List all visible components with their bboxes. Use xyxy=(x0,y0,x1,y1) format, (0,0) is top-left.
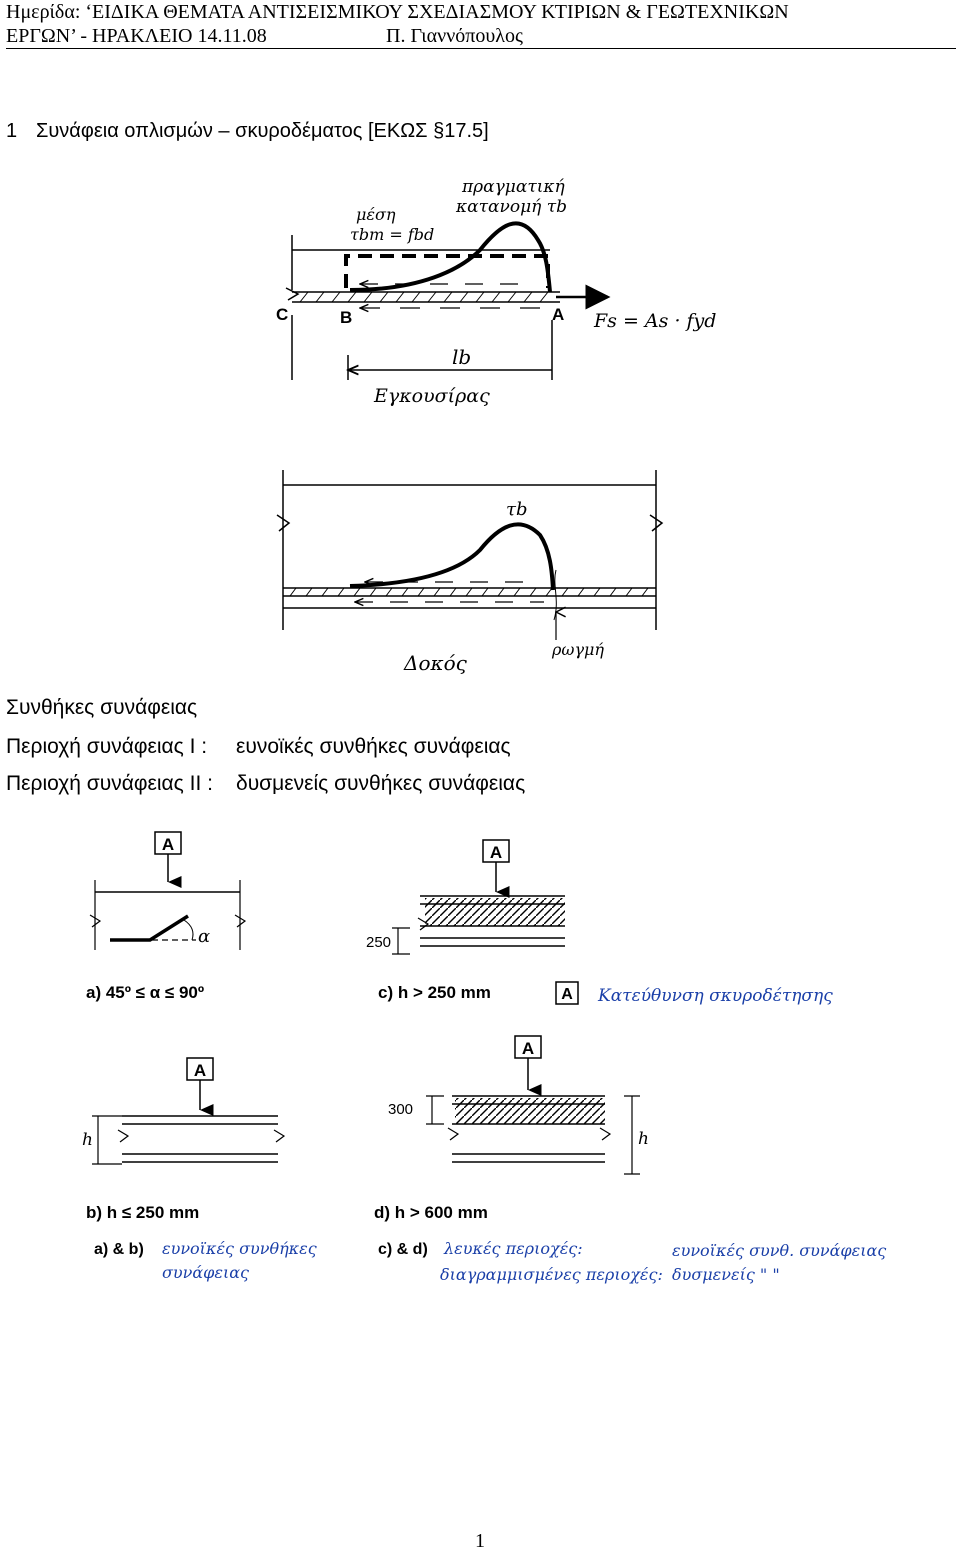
beam-crack-figure xyxy=(0,460,960,680)
note-cd-line1a: λευκές περιοχές: xyxy=(444,1239,583,1258)
label-point-a: A xyxy=(552,305,565,324)
box-label-a: A xyxy=(161,835,175,854)
label-real-line2: κατανομή τb xyxy=(456,197,568,217)
box-label-d: A xyxy=(521,1039,535,1058)
page-number: 1 xyxy=(475,1530,485,1552)
rebar-hatch xyxy=(300,292,548,302)
header-author: Π. Γιαννόπουλος xyxy=(386,25,523,47)
dim-300: 300 xyxy=(388,1101,414,1118)
bond-stress-curve xyxy=(350,524,553,590)
case-b-diagram xyxy=(82,1058,284,1164)
label-crack: ρωγμή xyxy=(552,640,604,659)
section-heading xyxy=(6,120,489,143)
header-line-1: Ημερίδα: ‘ΕΙΔΙΚΑ ΘΕΜΑΤΑ ΑΝΤΙΣΕΙΣΜΙΚΟΥ ΣΧΕΔΙΑΣΜΟΥ ΚΤΙΡΙΩΝ & ΓΕΩΤΕΧΝΙΚΩΝ xyxy=(6,1,789,23)
legend-box: A xyxy=(561,986,573,1003)
label-point-c: C xyxy=(276,305,289,324)
anchorage-length-dimension xyxy=(348,320,552,380)
figure1-caption: Εγκουσίρας xyxy=(374,385,490,407)
beam-outline xyxy=(277,470,662,630)
alpha-label: α xyxy=(198,926,211,947)
case-d-label: d) h > 600 mm xyxy=(374,1203,488,1222)
label-point-b: B xyxy=(340,308,353,327)
conditions-title: Συνθήκες συνάφειας xyxy=(6,696,198,719)
label-anchorage-length: lb xyxy=(452,345,472,369)
label-mean-line2: τbm = fbd xyxy=(350,225,435,244)
dim-h-d: h xyxy=(638,1129,649,1149)
section-title: Συνάφεια οπλισμών – σκυροδέματος [ΕΚΩΣ §17.5] xyxy=(36,120,489,142)
section-number: 1 xyxy=(6,120,18,142)
anchorage-bond-figure xyxy=(0,170,960,440)
box-label-c: A xyxy=(489,843,503,862)
condition-value-2: δυσμενείς συνθήκες συνάφειας xyxy=(236,772,526,795)
box-label-b: A xyxy=(193,1061,207,1080)
page-header xyxy=(6,0,956,49)
dim-250: 250 xyxy=(366,934,392,951)
label-mean-line1: μέση xyxy=(356,205,396,224)
note-cd-line2b: δυσμενείς " " xyxy=(672,1265,780,1284)
case-d-diagram xyxy=(388,1036,649,1174)
case-a-label: a) 45º ≤ α ≤ 90º xyxy=(86,983,205,1002)
bond-conditions-figure xyxy=(0,820,960,1310)
note-cd-line1b: ευνοϊκές συνθ. συνάφειας xyxy=(672,1241,887,1260)
note-ab-line2: συνάφειας xyxy=(162,1263,250,1282)
case-b-label: b) h ≤ 250 mm xyxy=(86,1203,200,1222)
beam-rebar-hatch xyxy=(290,588,648,596)
condition-value-1: ευνοϊκές συνθήκες συνάφειας xyxy=(236,735,511,758)
dim-h-b: h xyxy=(82,1130,93,1150)
condition-label-1: Περιοχή συνάφειας Ι : xyxy=(6,735,208,758)
label-tau: τb xyxy=(506,499,528,520)
note-ab-line1: ευνοϊκές συνθήκες xyxy=(162,1239,317,1258)
note-cd-line2a: διαγραμμισμένες περιοχές: xyxy=(440,1265,663,1284)
condition-label-2: Περιοχή συνάφειας ΙΙ : xyxy=(6,772,213,795)
note-ab-label: a) & b) xyxy=(94,1241,144,1258)
header-event: ΕΡΓΩΝ’ - ΗΡΑΚΛΕΙΟ 14.11.08 xyxy=(6,25,267,47)
label-steel-force: Fs = As · fyd xyxy=(594,310,717,332)
case-c-label: c) h > 250 mm xyxy=(378,983,491,1002)
figure2-caption: Δοκός xyxy=(404,651,467,675)
case-c-diagram xyxy=(366,840,565,954)
legend-direction: Κατεύθυνση σκυροδέτησης xyxy=(598,986,833,1006)
label-real-line1: πραγματική xyxy=(462,177,565,197)
note-cd-label: c) & d) xyxy=(378,1241,428,1258)
case-a-diagram xyxy=(90,832,245,950)
